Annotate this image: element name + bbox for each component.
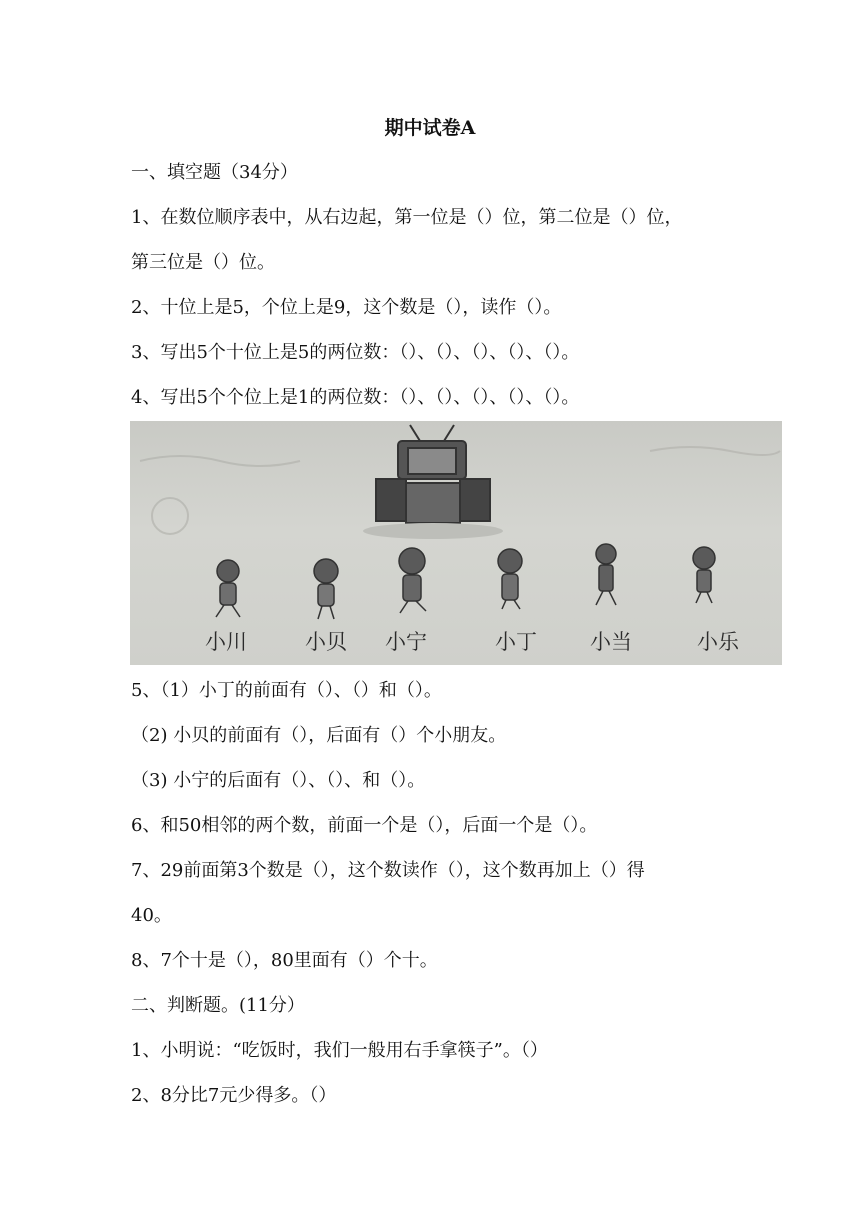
kids-line-photo	[130, 421, 782, 665]
judge-question-1: 1、小明说：“吃饭时，我们一般用右手拿筷子”。（）	[131, 1040, 548, 1061]
question-5-part-1: 5、（1）小丁的前面有（）、（）和（）。	[131, 680, 442, 701]
section2-heading: 二、判断题。(11分）	[131, 995, 305, 1016]
kid-5-figure	[596, 544, 616, 605]
kid-name-3: 小宁	[385, 630, 427, 654]
judge-question-2: 2、8分比7元少得多。（）	[131, 1085, 337, 1106]
kid-6-figure	[693, 547, 715, 603]
kid-2-figure	[314, 559, 338, 619]
question-4: 4、写出5个个位上是1的两位数：（）、（）、（）、（）、（）。	[131, 387, 580, 408]
question-5-part-2: （2) 小贝的前面有（），后面有（）个小朋友。	[131, 725, 507, 746]
kid-name-2: 小贝	[305, 630, 347, 654]
question-6: 6、和50相邻的两个数，前面一个是（），后面一个是（）。	[131, 815, 598, 836]
section1-heading: 一、填空题（34分）	[131, 162, 298, 183]
kid-name-5: 小当	[590, 630, 632, 654]
question-7-line-2: 40。	[131, 905, 172, 926]
question-3: 3、写出5个十位上是5的两位数：（）、（）、（）、（）、（）。	[131, 342, 580, 363]
tv-icon	[363, 425, 503, 539]
question-8: 8、7个十是（），80里面有（）个十。	[131, 950, 438, 971]
question-5-part-3: （3) 小宁的后面有（）、（）、和（）。	[131, 770, 426, 791]
kid-name-1: 小川	[205, 630, 247, 654]
question-1-line-2: 第三位是（）位。	[131, 252, 275, 273]
exam-title: 期中试卷A	[384, 117, 476, 139]
kid-1-figure	[216, 560, 240, 617]
kid-3-figure	[399, 548, 426, 613]
question-2: 2、十位上是5，个位上是9，这个数是（），读作（）。	[131, 297, 562, 318]
question-1-line-1: 1、在数位顺序表中，从右边起，第一位是（）位，第二位是（）位，	[131, 207, 683, 228]
kid-name-6: 小乐	[697, 630, 739, 654]
kid-name-4: 小丁	[495, 630, 537, 654]
kid-4-figure	[498, 549, 522, 609]
question-7-line-1: 7、29前面第3个数是（），这个数读作（），这个数再加上（）得	[131, 860, 645, 881]
